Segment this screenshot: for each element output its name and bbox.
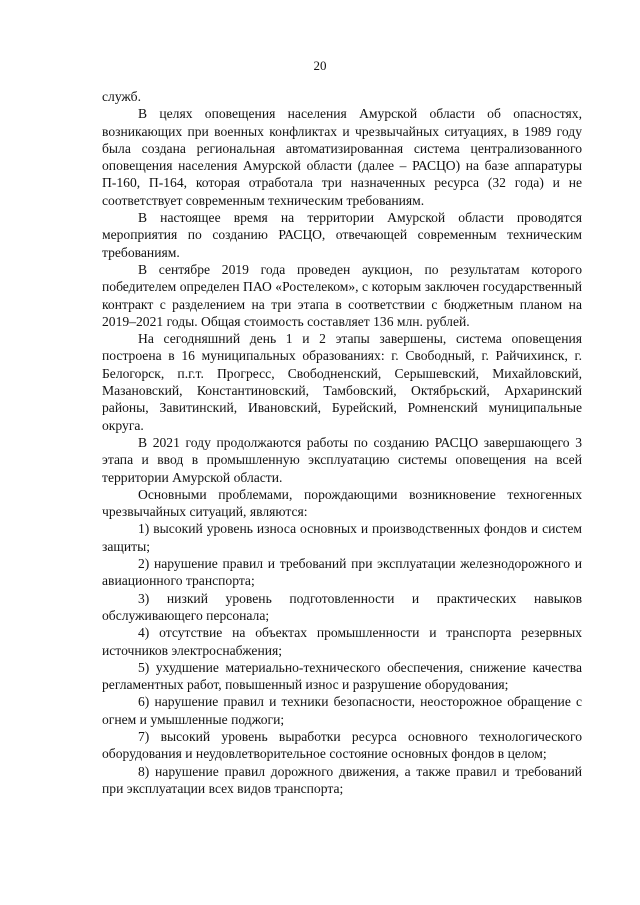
list-item: 3) низкий уровень подготовленности и практических навыков обслуживающего персонала; <box>102 590 582 623</box>
paragraph: В сентябре 2019 года проведен аукцион, по результатам которого победителем определен ПАО «Ростелеком», с которым заключен государственный контракт с разделением на три этапа в соответствии с бюджетным планом на 2019–2021 годы. Общая стоимость составляет 136 млн. рублей. <box>102 261 582 329</box>
paragraph: Основными проблемами, порождающими возникновение техногенных чрезвычайных ситуаций, являются: <box>102 486 582 520</box>
paragraph: На сегодняшний день 1 и 2 этапы завершены, система оповещения построена в 16 муниципальных образованиях: г. Свободный, г. Райчихинск, г. Белогорск, п.г.т. Прогресс, Свободненский, Серышевский, Михайловский, Мазановский, Константиновский, Тамбовский, Октябрьский, Архаринский районы, Завитинский, Ивановский, Бурейский, Ромненский муниципальные округа. <box>102 331 582 433</box>
list-item: 4) отсутствие на объектах промышленности и транспорта резервных источников электроснабжения; <box>102 625 582 658</box>
list-item: 8) нарушение правил дорожного движения, а также правил и требований при эксплуатации всех видов транспорта; <box>102 763 582 796</box>
page-number: 20 <box>313 58 327 73</box>
list-item: 2) нарушение правил и требований при эксплуатации железнодорожного и авиационного транспорта; <box>102 556 582 589</box>
list-item: 5) ухудшение материально-технического обеспечения, снижение качества регламентных работ, повышенный износ и разрушение оборудования; <box>102 659 582 693</box>
paragraph: служб. <box>102 89 141 104</box>
list-item: 7) высокий уровень выработки ресурса основного технологического оборудования и неудовлетворительное состояние основных фондов в целом; <box>102 728 582 762</box>
document-body <box>102 88 582 797</box>
list-item: 1) высокий уровень износа основных и производственных фондов и систем защиты; <box>102 521 582 554</box>
paragraph: В целях оповещения населения Амурской области об опасностях, возникающих при военных конфликтах и чрезвычайных ситуациях, в 1989 году была создана региональная автоматизированная система централизованного оповещения населения Амурской области (далее – РАСЦО) на базе аппаратуры П-160, П-164, которая отработала три назначенных ресурса (32 года) и не соответствует современным техническим требованиям. <box>102 106 582 208</box>
paragraph: В 2021 году продолжаются работы по созданию РАСЦО завершающего 3 этапа и ввод в промышленную эксплуатацию системы оповещения на всей территории Амурской области. <box>102 434 582 485</box>
list-item: 6) нарушение правил и техники безопасности, неосторожное обращение с огнем и умышленные поджоги; <box>102 694 582 727</box>
paragraph: В настоящее время на территории Амурской области проводятся мероприятия по созданию РАСЦО, отвечающей современным техническим требованиям. <box>102 210 582 260</box>
